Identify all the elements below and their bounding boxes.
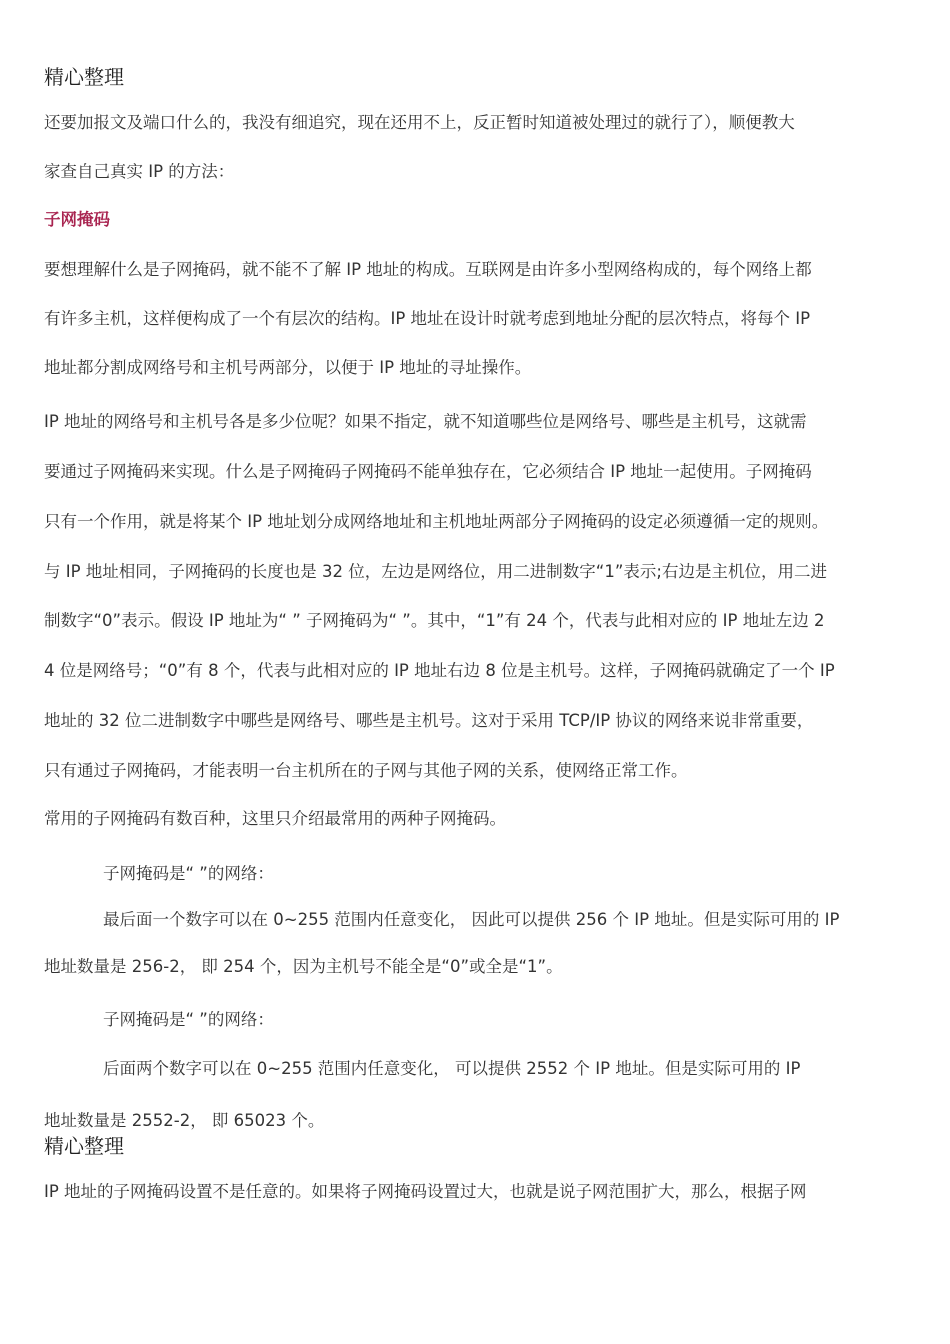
mask1-title: 子网掩码是“ ”的网络： xyxy=(103,864,274,883)
para1-line-1: 要想理解什么是子网掩码，就不能不了解 IP 地址的构成。互联网是由许多小型网络构成的，每个网络上都 xyxy=(44,260,812,279)
para2-line-2: 要通过子网掩码来实现。什么是子网掩码子网掩码不能单独存在，它必须结合 IP 地址一起使用。子网掩码 xyxy=(44,462,812,481)
mask1-line-1: 最后面一个数字可以在 0~255 范围内任意变化， 因此可以提供 256 个 IP 地址。但是实际可用的 IP xyxy=(103,910,840,929)
mask2-line-2: 地址数量是 2552-2， 即 65023 个。 xyxy=(44,1111,325,1130)
para2-line-7: 地址的 32 位二进制数字中哪些是网络号、哪些是主机号。这对于采用 TCP/IP 协议的网络来说非常重要， xyxy=(44,711,814,730)
para2-line-1: IP 地址的网络号和主机号各是多少位呢？如果不指定，就不知道哪些位是网络号、哪些是主机号，这就需 xyxy=(44,412,807,431)
para2-line-6: 4 位是网络号；“0”有 8 个，代表与此相对应的 IP 地址右边 8 位是主机号。这样，子网掩码就确定了一个 IP xyxy=(44,661,835,680)
para4-line: IP 地址的子网掩码设置不是任意的。如果将子网掩码设置过大，也就是说子网范围扩大，那么，根据子网 xyxy=(44,1182,807,1201)
para1-line-2: 有许多主机，这样便构成了一个有层次的结构。IP 地址在设计时就考虑到地址分配的层次特点，将每个 IP xyxy=(44,309,811,328)
para1-line-3: 地址都分割成网络号和主机号两部分，以便于 IP 地址的寻址操作。 xyxy=(44,358,532,377)
para2-line-8: 只有通过子网掩码，才能表明一台主机所在的子网与其他子网的关系，使网络正常工作。 xyxy=(44,761,688,780)
para3-line: 常用的子网掩码有数百种，这里只介绍最常用的两种子网掩码。 xyxy=(44,809,506,828)
para2-line-3: 只有一个作用，就是将某个 IP 地址划分成网络地址和主机地址两部分子网掩码的设定必须遵循一定的规则。 xyxy=(44,512,829,531)
para2-line-5: 制数字“0”表示。假设 IP 地址为“ ” 子网掩码为“ ”。其中，“1”有 24 个，代表与此相对应的 IP 地址左边 2 xyxy=(44,611,825,630)
mask2-title: 子网掩码是“ ”的网络： xyxy=(103,1010,274,1029)
section-heading-subnet-mask: 子网掩码 xyxy=(44,210,110,229)
page-header-bottom: 精心整理 xyxy=(44,1134,124,1158)
mask2-line-1: 后面两个数字可以在 0~255 范围内任意变化， 可以提供 2552 个 IP 地址。但是实际可用的 IP xyxy=(103,1059,801,1078)
intro-line-1: 还要加报文及端口什么的，我没有细追究，现在还用不上，反正暂时知道被处理过的就行了），顺便教大 xyxy=(44,113,795,132)
page-header-top: 精心整理 xyxy=(44,65,124,89)
mask1-line-2: 地址数量是 256-2， 即 254 个，因为主机号不能全是“0”或全是“1”。 xyxy=(44,957,563,976)
intro-line-2: 家查自己真实 IP 的方法： xyxy=(44,162,235,181)
para2-line-4: 与 IP 地址相同，子网掩码的长度也是 32 位，左边是网络位，用二进制数字“1”表示;右边是主机位，用二进 xyxy=(44,562,827,581)
